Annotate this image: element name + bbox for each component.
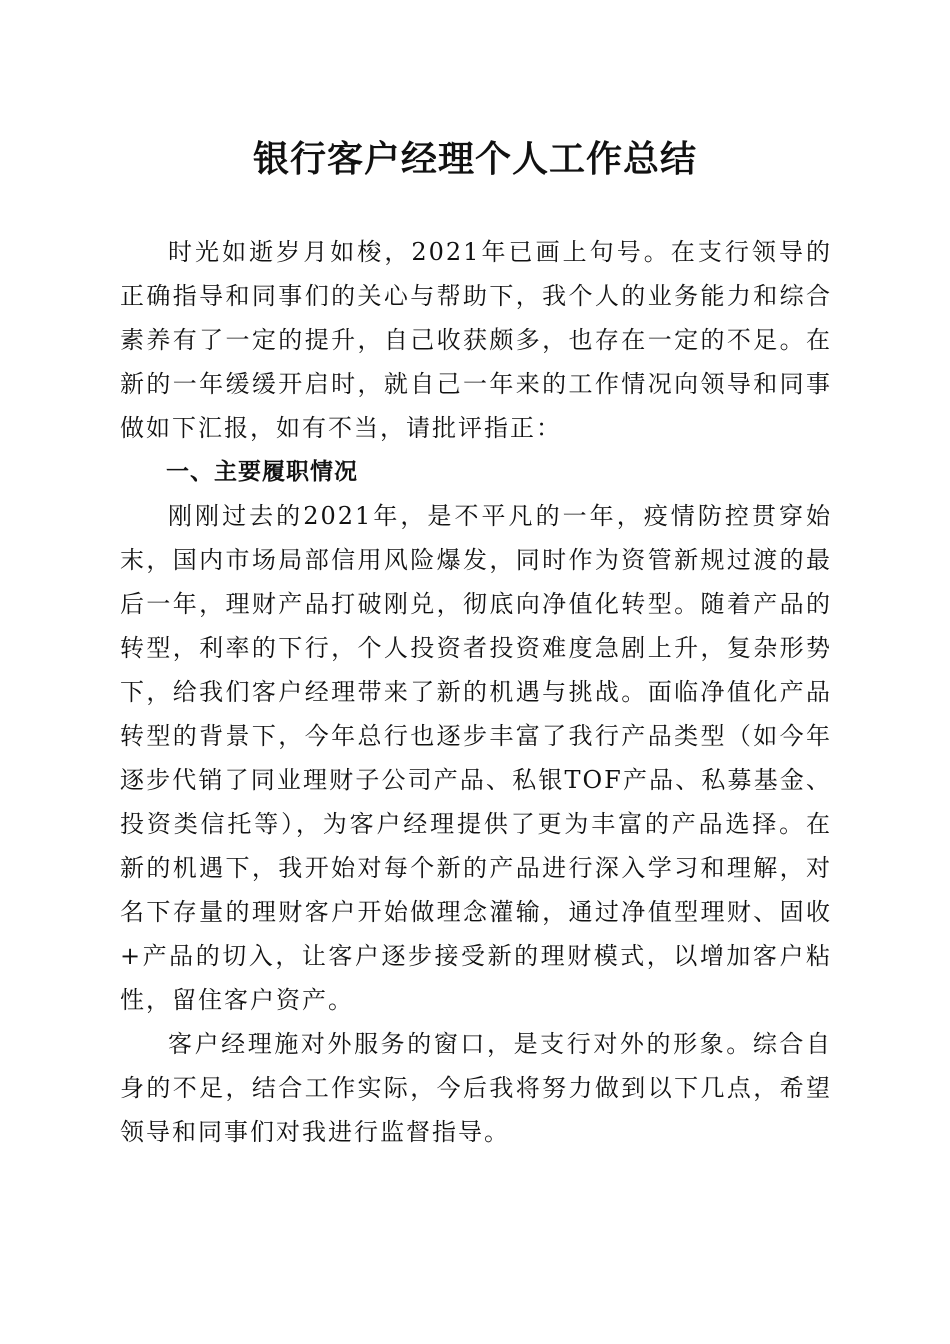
intro-paragraph: 时光如逝岁月如梭，2021年已画上句号。在支行领导的正确指导和同事们的关心与帮助下，我个人的业务能力和综合素养有了一定的提升，自己收获颇多，也存在一定的不足。在新的一年缓缓开启时，就自己一年来的工作情况向领导和同事做如下汇报，如有不当，请批评指正：	[120, 238, 832, 442]
document-body	[120, 230, 832, 1154]
section-heading: 一、主要履职情况	[166, 459, 358, 485]
section-body-paragraph: 刚刚过去的2021年，是不平凡的一年，疫情防控贯穿始末，国内市场局部信用风险爆发，同时作为资管新规过渡的最后一年，理财产品打破刚兑，彻底向净值化转型。随着产品的转型，利率的下行，个人投资者投资难度急剧上升，复杂形势下，给我们客户经理带来了新的机遇与挑战。面临净值化产品转型的背景下，今年总行也逐步丰富了我行产品类型（如今年逐步代销了同业理财子公司产品、私银TOF产品、私募基金、投资类信托等），为客户经理提供了更为丰富的产品选择。在新的机遇下，我开始对每个新的产品进行深入学习和理解，对名下存量的理财客户开始做理念灌输，通过净值型理财、固收+产品的切入，让客户逐步接受新的理财模式，以增加客户粘性，留住客户资产。	[120, 502, 832, 1014]
closing-paragraph: 客户经理施对外服务的窗口，是支行对外的形象。综合自身的不足，结合工作实际，今后我将努力做到以下几点，希望领导和同事们对我进行监督指导。	[120, 1030, 832, 1146]
document-title: 银行客户经理个人工作总结	[252, 138, 697, 180]
